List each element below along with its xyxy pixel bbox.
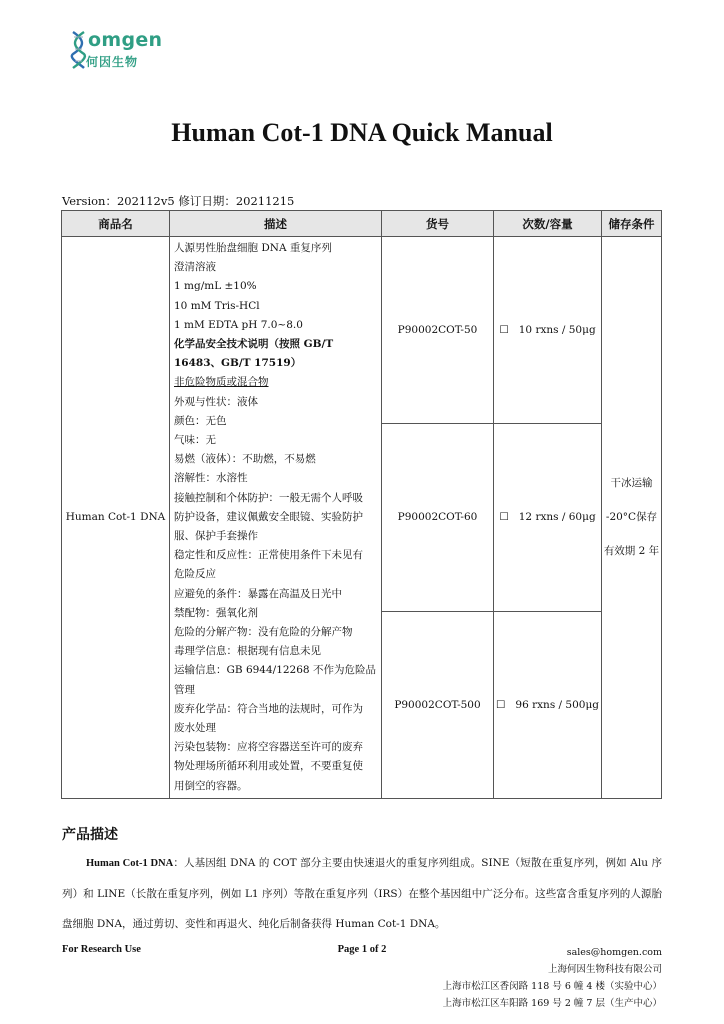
description-line: 1 mM EDTA pH 7.0~8.0	[174, 318, 303, 331]
description-line: 外观与性状：液体	[174, 395, 258, 408]
storage-shipping: 干冰运输	[610, 477, 653, 490]
description-line: 运输信息：GB 6944/12268 不作为危险品	[174, 664, 376, 677]
description-line: 污染包装物：应将空容器送至许可的废弃	[174, 741, 363, 754]
logo-chinese-name: 何因生物	[86, 55, 139, 69]
page-title: Human Cot-1 DNA Quick Manual	[171, 118, 553, 147]
description-line: 10 mM Tris-HCl	[174, 299, 260, 312]
product-table	[61, 210, 662, 799]
catalog-number-cell: P90002COT-500	[382, 611, 494, 798]
quantity-value: 12 rxns / 60μg	[518, 511, 596, 524]
table-header-row	[62, 211, 662, 237]
quantity-cell	[494, 424, 602, 611]
description-line: 16483、GB/T 17519）	[174, 357, 302, 370]
header-storage: 储存条件	[602, 211, 662, 237]
description-line: 应避免的条件：暴露在高温及日光中	[174, 587, 342, 600]
version-line: Version：202112v5 修订日期：20211215	[62, 194, 295, 208]
description-line: 接触控制和个体防护：一般无需个人呼吸	[174, 491, 363, 504]
description-line: 人源男性胎盘细胞 DNA 重复序列	[174, 242, 332, 254]
checkbox-icon[interactable]: ☐	[499, 324, 509, 337]
description-line: 危险反应	[174, 568, 216, 581]
description-line: 服、保护手套操作	[174, 530, 258, 543]
description-line: 非危险物质或混合物	[174, 376, 269, 389]
footer-page-number: Page 1 of 2	[337, 944, 387, 955]
quantity-value: 96 rxns / 500μg	[515, 698, 600, 711]
description-line: 颜色：无色	[174, 414, 227, 427]
description-line: 物处理场所循环利用或处置，不要重复使	[174, 760, 363, 773]
description-body: ：人基因组 DNA 的 COT 部分主要由快速退火的重复序列组成。SINE（短散在重复序列，例如 Alu 序列）和 LINE（长散在重复序列，例如 L1 序列）等散在重复序列（IRS）在整个基因组中广泛分布。这些富含重复序列的人源胎盘细胞 DNA，通过剪切、变性和再退火、纯化后制备获得 Human Cot-1 DNA。	[62, 857, 662, 930]
header-description: 描述	[170, 211, 382, 237]
description-line: 澄清溶液	[174, 261, 216, 274]
description-line: 溶解性：水溶性	[174, 472, 248, 485]
table-row	[62, 237, 662, 424]
footer-address-lab: 上海市松江区香闵路 118 号 6 幢 4 楼（实验中心）	[442, 981, 662, 992]
quantity-value: 10 rxns / 50μg	[518, 324, 596, 337]
quantity-cell	[494, 237, 602, 424]
description-line: 管理	[174, 683, 195, 696]
quantity-cell	[494, 611, 602, 798]
storage-shelf-life: 有效期 2 年	[603, 545, 660, 558]
product-name-cell: Human Cot-1 DNA	[62, 237, 170, 799]
section-title: 产品描述	[62, 827, 118, 843]
footer-email[interactable]: sales@homgen.com	[566, 947, 662, 958]
footer-contact	[443, 944, 662, 1012]
description-line: 气味：无	[174, 434, 216, 447]
storage-temperature: -20°C保存	[605, 511, 658, 524]
footer-company: 上海何因生物科技有限公司	[547, 964, 662, 975]
description-cell	[170, 237, 382, 799]
company-logo	[70, 28, 170, 72]
product-description-paragraph	[62, 848, 662, 939]
description-line: 易燃（液体）：不助燃，不易燃	[174, 453, 316, 466]
header-catalog-number: 货号	[382, 211, 494, 237]
description-line: 废水处理	[174, 722, 216, 735]
checkbox-icon[interactable]: ☐	[499, 511, 509, 524]
description-line: 稳定性和反应性：正常使用条件下未见有	[174, 549, 363, 562]
description-line: 禁配物：强氧化剂	[174, 606, 258, 619]
catalog-number-cell: P90002COT-60	[382, 424, 494, 611]
footer-address-production: 上海市松江区车阳路 169 号 2 幢 7 层（生产中心）	[442, 998, 662, 1009]
description-line: 化学品安全技术说明（按照 GB/T	[174, 338, 334, 351]
checkbox-icon[interactable]: ☐	[495, 698, 506, 711]
description-lead: Human Cot-1 DNA	[86, 858, 174, 869]
header-quantity: 次数/容量	[494, 211, 602, 237]
description-line: 毒理学信息：根据现有信息未见	[174, 645, 321, 658]
logo-wordmark: omgen	[88, 29, 163, 51]
footer-research-use: For Research Use	[62, 944, 141, 955]
catalog-number-cell: P90002COT-50	[382, 237, 494, 424]
description-line: 废弃化学品：符合当地的法规时，可作为	[174, 702, 363, 715]
description-line: 危险的分解产物：没有危险的分解产物	[174, 626, 353, 639]
description-line: 防护设备，建议佩戴安全眼镜、实验防护	[174, 510, 363, 523]
description-line: 用倒空的容器。	[174, 779, 248, 792]
header-product-name: 商品名	[62, 211, 170, 237]
description-line: 1 mg/mL ±10%	[174, 280, 257, 293]
storage-cell	[602, 237, 662, 799]
